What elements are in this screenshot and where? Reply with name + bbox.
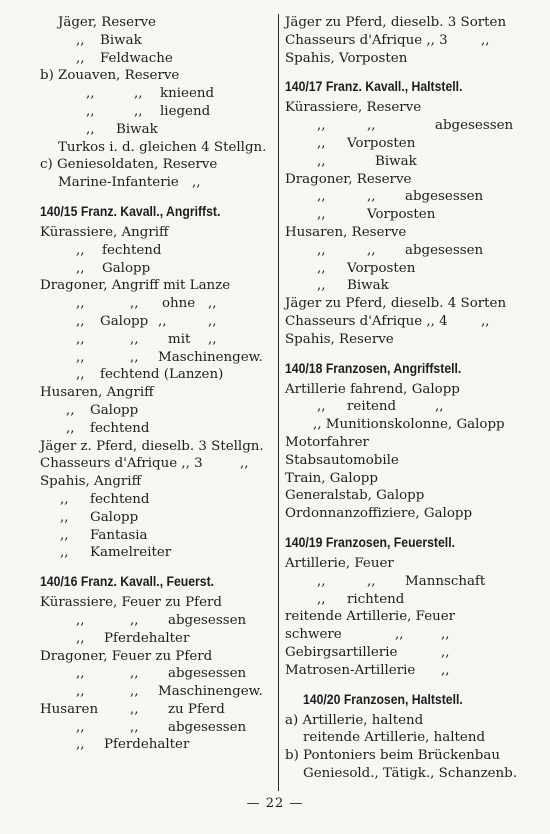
item-text: ohne bbox=[162, 296, 196, 312]
item-text: Husaren, Reserve bbox=[285, 224, 407, 240]
item-text: b) Pontoniers beim Brückenbau bbox=[285, 748, 500, 764]
item-text: ,, bbox=[86, 121, 95, 137]
section-heading bbox=[285, 357, 494, 381]
list-item bbox=[285, 224, 517, 242]
list-item bbox=[285, 555, 517, 573]
list-item bbox=[285, 14, 517, 32]
item-text: ,, bbox=[367, 242, 376, 258]
list-item bbox=[40, 420, 272, 438]
item-text: Pferdehalter bbox=[104, 737, 190, 753]
item-text: b) Zouaven, Reserve bbox=[40, 68, 180, 84]
list-item bbox=[40, 67, 272, 85]
item-text: fechtend bbox=[90, 420, 150, 436]
item-text: Chasseurs d'Afrique ,, 3 bbox=[285, 32, 448, 48]
list-item bbox=[285, 99, 517, 117]
list-item bbox=[40, 224, 272, 242]
list-item bbox=[40, 665, 272, 683]
list-item bbox=[40, 612, 272, 630]
item-text: Pferdehalter bbox=[104, 630, 190, 646]
list-item bbox=[285, 644, 517, 662]
item-text: Jäger z. Pferd, dieselb. 3 Stellgn. bbox=[40, 438, 264, 454]
item-text: ,, bbox=[317, 135, 326, 151]
item-text: ,, bbox=[76, 296, 85, 312]
item-text: 140/19 Franzosen, Feuerstell. bbox=[285, 534, 456, 550]
item-text: Fantasia bbox=[90, 527, 148, 543]
item-text: ,, bbox=[60, 509, 69, 525]
item-text: ,, bbox=[130, 296, 139, 312]
list-item bbox=[40, 491, 272, 509]
item-text: ,, bbox=[317, 278, 326, 294]
item-text: ,, bbox=[76, 349, 85, 365]
list-item bbox=[40, 174, 272, 192]
item-text: ,, bbox=[130, 719, 139, 735]
section-gap bbox=[285, 523, 517, 531]
section-gap bbox=[40, 192, 272, 200]
item-text: Marine-Infanterie bbox=[58, 175, 179, 191]
list-item bbox=[40, 701, 272, 719]
item-text: a) Artillerie, haltend bbox=[285, 712, 424, 728]
list-item bbox=[40, 85, 272, 103]
item-text: Biwak bbox=[375, 153, 417, 169]
list-item bbox=[285, 591, 517, 609]
item-text: Biwak bbox=[347, 278, 389, 294]
page-number: — 22 — bbox=[246, 796, 304, 811]
item-text: Biwak bbox=[116, 121, 158, 137]
list-item bbox=[40, 473, 272, 491]
item-text: Artillerie fahrend, Galopp bbox=[285, 381, 460, 397]
list-item bbox=[40, 295, 272, 313]
item-text: ,, bbox=[76, 313, 85, 329]
item-text: Maschinengew. bbox=[158, 349, 263, 365]
item-text: ,, bbox=[76, 612, 85, 628]
list-item bbox=[40, 32, 272, 50]
list-item bbox=[40, 509, 272, 527]
section-heading bbox=[285, 75, 494, 99]
item-text: Stabsautomobile bbox=[285, 452, 399, 468]
item-text: ,, bbox=[76, 242, 85, 258]
item-text: liegend bbox=[160, 103, 211, 119]
list-item bbox=[285, 626, 517, 644]
list-item bbox=[285, 295, 517, 313]
item-text: ,, bbox=[317, 399, 326, 415]
item-text: ,, bbox=[76, 50, 85, 66]
item-text: Feldwache bbox=[100, 50, 173, 66]
item-text: ,, bbox=[240, 456, 249, 472]
item-text: reitende Artillerie, Feuer bbox=[285, 609, 456, 625]
item-text: Jäger zu Pferd, dieselb. 3 Sorten bbox=[285, 15, 507, 30]
item-text: Spahis, Vorposten bbox=[285, 50, 408, 66]
list-item bbox=[285, 260, 517, 278]
section-heading bbox=[40, 570, 249, 594]
item-text: ,, bbox=[130, 349, 139, 365]
column-divider bbox=[278, 14, 279, 791]
item-text: Dragoner, Reserve bbox=[285, 171, 412, 187]
list-item bbox=[40, 630, 272, 648]
item-text: ,, bbox=[317, 207, 326, 223]
item-text: Artillerie, Feuer bbox=[285, 555, 394, 571]
item-text: Geniesold., Tätigk., Schanzenb. bbox=[303, 765, 517, 781]
list-item bbox=[285, 487, 517, 505]
list-item bbox=[285, 277, 517, 295]
item-text: ,, bbox=[367, 573, 376, 589]
item-text: ,, bbox=[76, 260, 85, 276]
item-text: ,, bbox=[317, 260, 326, 276]
list-item bbox=[285, 331, 517, 349]
item-text: ,, bbox=[76, 32, 85, 48]
list-item bbox=[285, 729, 517, 747]
item-text: ,, bbox=[66, 420, 75, 436]
list-item bbox=[285, 242, 517, 260]
item-text: ,, bbox=[76, 719, 85, 735]
item-text: 140/16 Franz. Kavall., Feuerst. bbox=[40, 574, 215, 590]
item-text: abgesessen bbox=[168, 719, 247, 735]
item-text: ,, bbox=[208, 331, 217, 347]
item-text: Maschinengew. bbox=[158, 684, 263, 700]
item-text: Chasseurs d'Afrique ,, 4 bbox=[285, 313, 448, 329]
item-text: Kürassiere, Feuer zu Pferd bbox=[40, 595, 222, 611]
list-item bbox=[40, 544, 272, 562]
item-text: ,, bbox=[66, 402, 75, 418]
item-text: Vorposten bbox=[367, 207, 436, 223]
item-text: Jäger zu Pferd, dieselb. 4 Sorten bbox=[285, 296, 507, 312]
item-text: Spahis, Reserve bbox=[285, 331, 394, 347]
section-heading bbox=[285, 531, 494, 555]
item-text: ,, bbox=[76, 630, 85, 646]
item-text: ,, bbox=[130, 684, 139, 700]
item-text: Kamelreiter bbox=[90, 545, 172, 561]
item-text: ,, bbox=[317, 591, 326, 607]
list-item bbox=[40, 50, 272, 68]
item-text: ,, bbox=[481, 313, 490, 329]
item-text: ,, bbox=[441, 662, 450, 678]
item-text: ,, bbox=[395, 627, 404, 643]
list-item bbox=[285, 171, 517, 189]
item-text: ,, bbox=[317, 118, 326, 134]
item-text: reitende Artillerie, haltend bbox=[303, 730, 486, 746]
list-item bbox=[40, 648, 272, 666]
item-text: Galopp bbox=[90, 402, 139, 418]
list-item bbox=[285, 153, 517, 171]
list-item bbox=[285, 434, 517, 452]
right-column bbox=[285, 14, 517, 783]
section-gap bbox=[285, 349, 517, 357]
list-item bbox=[40, 260, 272, 278]
item-text: ,, bbox=[435, 399, 444, 415]
item-text: 140/18 Franzosen, Angriffstell. bbox=[285, 360, 462, 376]
item-text: abgesessen bbox=[168, 612, 247, 628]
list-item bbox=[40, 349, 272, 367]
item-text: Train, Galopp bbox=[285, 470, 378, 486]
item-text: ,, bbox=[192, 175, 201, 191]
item-text: reitend bbox=[347, 399, 397, 415]
section-gap bbox=[285, 67, 517, 75]
item-text: fechtend (Lanzen) bbox=[100, 367, 224, 383]
list-item bbox=[40, 139, 272, 157]
item-text: ,, bbox=[441, 644, 450, 660]
item-text: ,, bbox=[317, 189, 326, 205]
item-text: abgesessen bbox=[435, 118, 514, 134]
item-text: abgesessen bbox=[405, 189, 484, 205]
item-text: Dragoner, Feuer zu Pferd bbox=[40, 648, 213, 664]
item-text: Galopp bbox=[90, 509, 139, 525]
item-text: ,, bbox=[317, 573, 326, 589]
list-item bbox=[40, 402, 272, 420]
item-text: Jäger, Reserve bbox=[58, 15, 156, 30]
list-item bbox=[40, 384, 272, 402]
item-text: ,, bbox=[86, 103, 95, 119]
list-item bbox=[285, 135, 517, 153]
list-item bbox=[285, 50, 517, 68]
list-item bbox=[40, 103, 272, 121]
item-text: c) Geniesoldaten, Reserve bbox=[40, 157, 218, 173]
list-item bbox=[40, 242, 272, 260]
list-item bbox=[285, 398, 517, 416]
item-text: ,, bbox=[60, 491, 69, 507]
list-item bbox=[285, 662, 517, 680]
item-text: Spahis, Angriff bbox=[40, 474, 142, 490]
item-text: ,, bbox=[481, 32, 490, 48]
item-text: abgesessen bbox=[405, 242, 484, 258]
item-text: Kürassiere, Reserve bbox=[285, 100, 422, 116]
item-text: ,, bbox=[441, 627, 450, 643]
list-item bbox=[285, 117, 517, 135]
item-text: Husaren, Angriff bbox=[40, 385, 154, 401]
list-item bbox=[40, 594, 272, 612]
item-text: ,, bbox=[86, 86, 95, 102]
list-item bbox=[285, 452, 517, 470]
item-text: 140/17 Franz. Kavall., Haltstell. bbox=[285, 79, 463, 95]
list-item bbox=[285, 206, 517, 224]
section-heading bbox=[40, 200, 249, 224]
item-text: Galopp bbox=[100, 313, 149, 329]
item-text: ,, bbox=[76, 331, 85, 347]
list-item bbox=[285, 188, 517, 206]
item-text: ,, bbox=[130, 331, 139, 347]
item-text: Mannschaft bbox=[405, 573, 486, 589]
list-item bbox=[285, 608, 517, 626]
list-item bbox=[285, 712, 517, 730]
list-item bbox=[285, 416, 517, 434]
item-text: ,, bbox=[158, 313, 167, 329]
section-gap bbox=[40, 562, 272, 570]
list-item bbox=[40, 438, 272, 456]
item-text: zu Pferd bbox=[168, 701, 225, 717]
item-text: Motorfahrer bbox=[285, 434, 369, 450]
list-item bbox=[285, 470, 517, 488]
item-text: ,, bbox=[130, 666, 139, 682]
item-text: Ordonnanzoffiziere, Galopp bbox=[285, 506, 473, 522]
item-text: ,, Munitionskolonne, Galopp bbox=[313, 417, 505, 433]
item-text: Matrosen-Artillerie bbox=[285, 662, 416, 678]
left-column bbox=[40, 14, 272, 754]
item-text: Gebirgsartillerie bbox=[285, 644, 398, 660]
item-text: ,, bbox=[130, 701, 139, 717]
item-text: ,, bbox=[317, 242, 326, 258]
list-item bbox=[40, 121, 272, 139]
item-text: Husaren bbox=[40, 701, 99, 717]
list-item bbox=[285, 573, 517, 591]
list-item bbox=[40, 719, 272, 737]
list-item bbox=[40, 277, 272, 295]
item-text: abgesessen bbox=[168, 666, 247, 682]
item-text: ,, bbox=[208, 313, 217, 329]
section-gap bbox=[285, 680, 517, 688]
item-text: 140/20 Franzosen, Haltstell. bbox=[303, 691, 463, 707]
item-text: ,, bbox=[60, 527, 69, 543]
list-item bbox=[40, 313, 272, 331]
item-text: fechtend bbox=[90, 491, 150, 507]
item-text: Turkos i. d. gleichen 4 Stellgn. bbox=[58, 139, 267, 155]
list-item bbox=[285, 381, 517, 399]
item-text: ,, bbox=[317, 153, 326, 169]
item-text: ,, bbox=[134, 86, 143, 102]
item-text: Generalstab, Galopp bbox=[285, 488, 425, 504]
item-text: ,, bbox=[134, 103, 143, 119]
item-text: ,, bbox=[76, 367, 85, 383]
list-item bbox=[285, 505, 517, 523]
item-text: ,, bbox=[76, 666, 85, 682]
item-text: schwere bbox=[285, 627, 342, 643]
item-text: ,, bbox=[367, 189, 376, 205]
item-text: fechtend bbox=[102, 242, 162, 258]
item-text: Chasseurs d'Afrique ,, 3 bbox=[40, 456, 203, 472]
item-text: Biwak bbox=[100, 32, 142, 48]
item-text: Kürassiere, Angriff bbox=[40, 224, 169, 240]
list-item bbox=[40, 366, 272, 384]
item-text: mit bbox=[168, 331, 191, 347]
item-text: ,, bbox=[367, 118, 376, 134]
list-item bbox=[285, 765, 517, 783]
list-item bbox=[285, 32, 517, 50]
item-text: richtend bbox=[347, 591, 405, 607]
section-heading bbox=[285, 688, 494, 712]
item-text: ,, bbox=[76, 737, 85, 753]
item-text: 140/15 Franz. Kavall., Angriffst. bbox=[40, 203, 221, 219]
item-text: ,, bbox=[208, 296, 217, 312]
item-text: ,, bbox=[76, 684, 85, 700]
item-text: Vorposten bbox=[347, 260, 416, 276]
item-text: Dragoner, Angriff mit Lanze bbox=[40, 278, 231, 294]
list-item bbox=[40, 683, 272, 701]
list-item bbox=[40, 736, 272, 754]
list-item bbox=[40, 156, 272, 174]
list-item bbox=[40, 331, 272, 349]
list-item bbox=[285, 313, 517, 331]
list-item bbox=[40, 527, 272, 545]
list-item bbox=[285, 747, 517, 765]
item-text: Vorposten bbox=[347, 135, 416, 151]
item-text: Galopp bbox=[102, 260, 151, 276]
item-text: knieend bbox=[160, 86, 215, 102]
item-text: ,, bbox=[130, 612, 139, 628]
list-item bbox=[40, 455, 272, 473]
item-text: ,, bbox=[60, 545, 69, 561]
list-item bbox=[40, 14, 272, 32]
